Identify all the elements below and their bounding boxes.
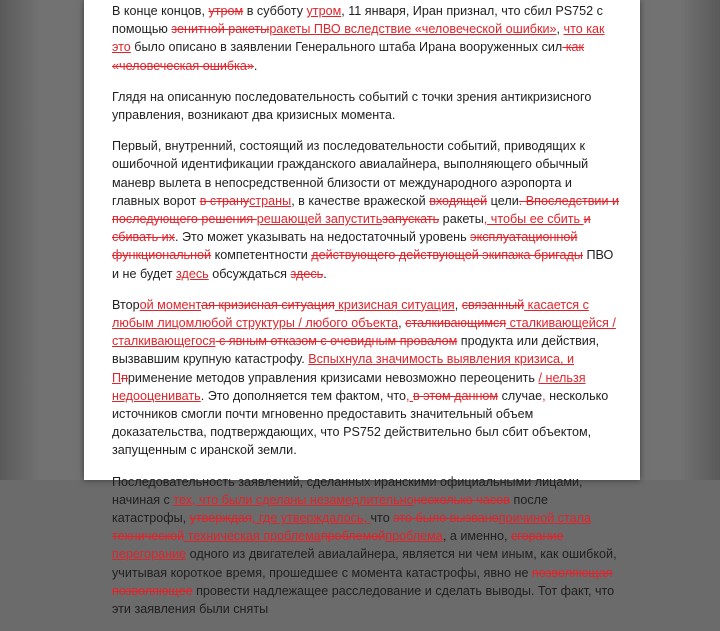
inserted-text: причиной стала <box>498 511 592 526</box>
body-text: Втор <box>112 297 140 312</box>
paragraph-2 <box>112 88 620 124</box>
body-text: продукта или действия, вызвавшим крупную катастрофу. <box>112 334 600 367</box>
inserted-text: касается с любым лицом <box>112 297 589 331</box>
inserted-text: утром <box>306 4 342 18</box>
deleted-text: связанный <box>461 297 525 312</box>
inserted-text: проблема <box>385 529 443 544</box>
inserted-text: / нельзя недооценивать <box>112 370 586 403</box>
deleted-text: проблемой <box>320 529 386 544</box>
deleted-text: это было вызвано <box>393 511 499 526</box>
inserted-text: здесь <box>176 266 209 281</box>
body-text: , <box>398 316 406 331</box>
deleted-text: здесь <box>290 266 324 281</box>
inserted-text: решающей запустить <box>256 212 383 227</box>
deleted-text: запускать <box>382 212 440 227</box>
deleted-text: входящей <box>429 193 488 208</box>
inserted-text: сталкивающейся / сталкивающегося <box>112 316 616 349</box>
body-text: , <box>454 297 462 312</box>
deleted-text: сталкивающимся <box>405 316 507 331</box>
deleted-text: технической <box>112 529 185 544</box>
body-text: , <box>556 22 564 37</box>
inserted-text: ракеты ПВО вследствие «человеческой ошибки» <box>269 22 557 37</box>
deleted-text: позволяющая позволяющее <box>112 565 613 598</box>
body-text: . <box>323 266 327 281</box>
body-text: случае <box>498 388 543 403</box>
paragraph-5 <box>112 473 620 619</box>
paragraph-4 <box>112 296 620 460</box>
inserted-text: тех, что были сделаны незамедлительно <box>173 492 414 507</box>
body-text: . Это может указывать на недостаточный уровень <box>174 230 471 245</box>
inserted-text: , где утверждалось, <box>251 511 371 526</box>
deleted-text: зенитной ракеты <box>171 22 270 37</box>
body-text: , а именно, <box>442 529 511 544</box>
body-text: , 11 января, Иран признал, что сбил PS752 с помощью <box>112 4 603 37</box>
body-text: ракеты <box>439 212 484 227</box>
body-text: одного из двигателей авиалайнера, является ни чем иным, как ошибкой, учитывая короткое время, прошедшее с момента катастрофы, явно не <box>112 547 617 580</box>
inserted-text: , <box>542 388 546 403</box>
body-text: цели <box>487 193 519 208</box>
body-text: рименение методов управления кризисами невозможно переоценить <box>127 370 539 385</box>
deleted-text: . Впоследствии и последующего решения <box>112 193 620 227</box>
inserted-text: Вспыхнула значимость выявления кризиса, и П <box>112 352 575 385</box>
deleted-text: утром <box>208 4 244 18</box>
body-text: , в качестве вражеской <box>291 193 430 208</box>
deleted-text: как «человеческая ошибка» <box>112 40 585 73</box>
body-text: . <box>253 58 258 73</box>
inserted-text: ой момент <box>139 297 202 312</box>
body-text: ПВО и не будет <box>112 248 614 281</box>
deleted-text: утверждая <box>189 511 252 526</box>
deleted-text: в этом данном <box>413 388 499 403</box>
body-text: компетентности <box>211 248 312 263</box>
body-text: В конце концов, <box>112 4 209 18</box>
inserted-text: кризисная ситуация <box>334 297 455 312</box>
body-text: в субботу <box>243 4 307 18</box>
deleted-text: с явным отказом с очевидным провалом <box>215 334 458 349</box>
body-text: . Это дополняется тем фактом, что <box>200 388 407 403</box>
body-text: после катастрофы, <box>112 492 548 526</box>
deleted-text: сгорание <box>510 529 564 544</box>
inserted-text: техническая проблема <box>184 529 321 544</box>
deleted-text: действующего действующей экипажа бригады <box>311 248 583 263</box>
body-text: Первый, внутренний, состоящий из последовательности событий, приводящих к ошибочной идентификации гражданского авиалайнера, выполняющего обычный маневр вылета в непосредственной близости от международного аэропорта и главных ворот <box>112 139 589 208</box>
inserted-text: , <box>406 388 414 403</box>
deleted-text: в страну <box>199 193 250 208</box>
inserted-text: страны <box>249 193 292 208</box>
document-body <box>112 2 620 631</box>
inserted-text: что как это <box>112 22 605 55</box>
body-text: Последовательность заявлений, сделанных иранскими официальными лицами, начиная с <box>112 474 583 507</box>
document-page <box>84 0 640 617</box>
paragraph-1 <box>112 2 620 75</box>
body-text: провести надлежащее расследование и сделать выводы. Тот факт, что эти заявления были сняты <box>112 583 615 617</box>
paragraph-3 <box>112 137 620 283</box>
deleted-text: ая кризисная ситуация <box>201 297 335 312</box>
deleted-text: п <box>121 370 128 385</box>
body-text: обсуждаться <box>208 266 291 281</box>
body-text: Глядя на описанную последовательность событий с точки зрения антикризисного управления, возникают два кризисных момента. <box>112 89 592 123</box>
inserted-text: любой структуры / любого объекта <box>194 316 399 331</box>
deleted-text: несколько часов <box>413 492 510 507</box>
deleted-text: и сбивать их <box>112 212 591 245</box>
body-text: что <box>370 511 394 526</box>
inserted-text: перегорание <box>112 547 187 562</box>
deleted-text: эксплуатационной функциональной <box>112 230 578 263</box>
inserted-text: , чтобы ее сбить <box>483 212 584 227</box>
body-text: несколько источников смогли почти мгновенно предоставить значительный объем доказательства, подтверждающих, что PS752 действительно был сбит объектом, запущенным с иранской земли. <box>112 388 609 458</box>
body-text: было описано в заявлении Генерального штаба Ирана вооруженных сил <box>130 40 563 55</box>
